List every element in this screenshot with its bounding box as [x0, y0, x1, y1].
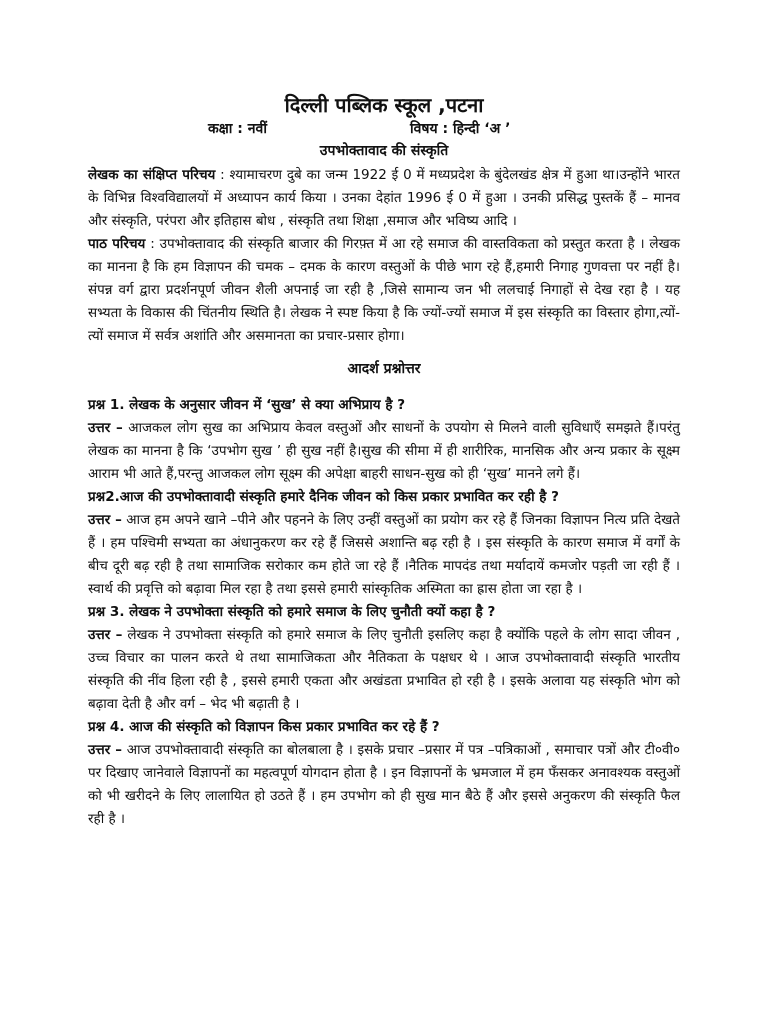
qa-item	[88, 601, 680, 716]
class-subject-line	[88, 118, 680, 140]
subject-label: विषय : हिन्दी ‘अ ’	[410, 121, 511, 137]
class-label: कक्षा : नवीं	[208, 121, 267, 137]
answer-label: उत्तर –	[88, 627, 123, 643]
lesson-intro-text: : उपभोक्तावाद की संस्कृति बाजार की गिरफ़्त में आ रहे समाज की वास्तविकता को प्रस्तुत करता है । लेखक का मानना है कि हम विज्ञापन की चमक – दमक के कारण वस्तुओं के पीछे भाग रहे हैं,हमारी निगाह गुणवत्ता पर नहीं है।संपन्न वर्ग द्वारा प्रदर्शनपूर्ण जीवन शैली अपनाई जा रही है ,जिसे सामान्य जन भी ललचाई निगाहों से देख रहा है । यह सभ्यता के विकास की चिंतनीय स्थिति है। लेखक ने स्पष्ट किया है कि ज्यों-ज्यों समाज में इस संस्कृति का विस्तार होगा,त्यों-त्यों समाज में सर्वत्र अशांति और असमानता का प्रचार-प्रसार होगा।	[88, 236, 680, 344]
lesson-intro-label: पाठ परिचय	[88, 236, 146, 252]
answer-text: आजकल लोग सुख का अभिप्राय केवल वस्तुओं और साधनों के उपयोग से मिलने वाली सुविधाएँ समझते हैं।परंतु लेखक का मानना है कि ‘उपभोग सुख ’ ही सुख नहीं है।सुख की सीमा में ही शारीरिक, मानसिक और अन्य प्रकार के सूक्ष्म आराम भी आते हैं,परन्तु आजकल लोग सूक्ष्म की अपेक्षा बाहरी साधन-सुख को ही ‘सुख’ मानने लगे हैं।	[88, 420, 681, 482]
answer	[88, 739, 680, 831]
question: प्रश्न 4. आज की संस्कृति को विज्ञापन किस प्रकार प्रभावित कर रहे हैं ?	[88, 719, 440, 735]
school-title: दिल्ली पब्लिक स्कूल ,पटना	[284, 93, 484, 117]
question: प्रश्न2.आज की उपभोक्तावादी संस्कृति हमारे दैनिक जीवन को किस प्रकार प्रभावित कर रही है ?	[88, 489, 559, 505]
answer-label: उत्तर –	[88, 512, 122, 528]
answer-text: आज उपभोक्तावादी संस्कृति का बोलबाला है । इसके प्रचार –प्रसार में पत्र –पत्रिकाओं , समाचार पत्रों और टी०वी० पर दिखाए जानेवाले विज्ञापनों का महत्वपूर्ण योगदान होता है । इन विज्ञापनों के भ्रमजाल में हम फँसकर अनावश्यक वस्तुओं को भी खरीदने के लिए लालायित हो उठते हैं । हम उपभोग को ही सुख मान बैठे हैं और इससे अनुकरण की संस्कृति फैल रही है ।	[88, 742, 681, 827]
answer-label: उत्तर –	[88, 742, 123, 758]
chapter-title: उपभोक्तावाद की संस्कृति	[319, 143, 449, 159]
answer-text: आज हम अपने खाने –पीने और पहनने के लिए उन्हीं वस्तुओं का प्रयोग कर रहे हैं जिनका विज्ञापन नित्य प्रति देखते हैं । हम पश्चिमी सभ्यता का अंधानुकरण कर रहे हैं जिससे अशान्ति बढ़ रही है । इस संस्कृति के कारण समाज में वर्गों के बीच दूरी बढ़ रही है तथा सामाजिक सरोकार कम होते जा रहे हैं ।नैतिक मापदंड तथा मर्यादायें कमजोर पड़ती जा रही हैं । स्वार्थ की प्रवृत्ति को बढ़ावा मिल रहा है तथा इससे हमारी सांस्कृतिक अस्मिता का ह्रास होता जा रहा है ।	[88, 512, 680, 597]
author-intro-label: लेखक का संक्षिप्त परिचय	[88, 167, 216, 183]
qa-heading: आदर्श प्रश्नोत्तर	[347, 361, 421, 377]
answer	[88, 624, 680, 716]
lesson-intro-paragraph	[88, 233, 680, 348]
question: प्रश्न 1. लेखक के अनुसार जीवन में ‘सुख’ से क्या अभिप्राय है ?	[88, 397, 406, 413]
author-intro-text: : श्यामाचरण दुबे का जन्म 1922 ई 0 में मध्यप्रदेश के बुंदेलखंड क्षेत्र में हुआ था।उन्होंने भारत के विभिन्न विश्वविद्यालयों में अध्यापन कार्य किया । उनका देहांत 1996 ई 0 में हुआ । उनकी प्रसिद्ध पुस्तकें हैं – मानव और संस्कृति, परंपरा और इतिहास बोध , संस्कृति तथा शिक्षा ,समाज और भविष्य आदि ।	[88, 167, 680, 229]
qa-item	[88, 716, 680, 831]
author-intro-paragraph	[88, 164, 680, 233]
qa-item	[88, 486, 680, 601]
answer	[88, 417, 680, 486]
answer-text: लेखक ने उपभोक्ता संस्कृति को हमारे समाज के लिए चुनौती इसलिए कहा है क्योंकि पहले के लोग सादा जीवन , उच्च विचार का पालन करते थे तथा सामाजिकता और नैतिकता के पक्षधर थे । आज उपभोक्तावादी संस्कृति भारतीय संस्कृति की नींव हिला रही है , इससे हमारी एकता और अखंडता प्रभावित हो रही है । इसके अलावा यह संस्कृति भोग को बढ़ावा देती है और वर्ग – भेद भी बढ़ाती है ।	[88, 627, 680, 712]
answer	[88, 509, 680, 601]
question: प्रश्न 3. लेखक ने उपभोक्ता संस्कृति को हमारे समाज के लिए चुनौती क्यों कहा है ?	[88, 604, 496, 620]
qa-item	[88, 394, 680, 486]
answer-label: उत्तर –	[88, 420, 123, 436]
